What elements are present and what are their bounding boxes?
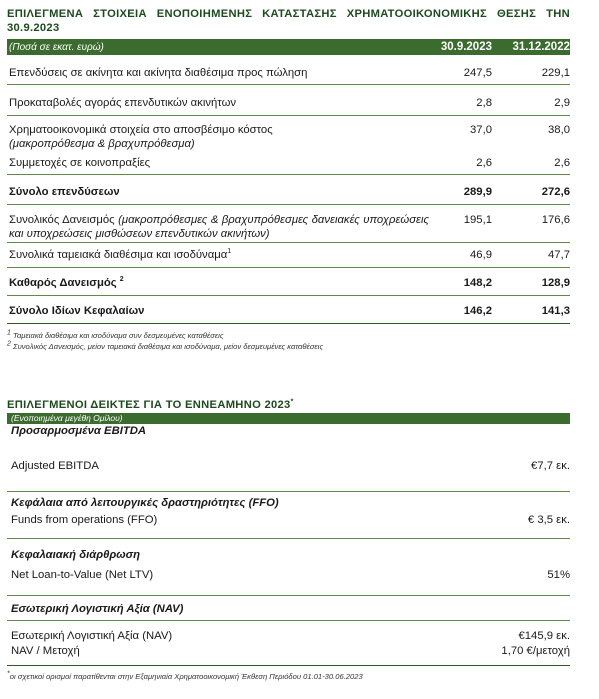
- item-value: €145,9 εκ.: [518, 630, 570, 642]
- row-divider: [7, 174, 570, 175]
- row-divider: [7, 204, 570, 205]
- table1-header-col2: 31.12.2022: [512, 41, 570, 53]
- section1-title-line2: 30.9.2023: [7, 22, 60, 34]
- row-divider: [7, 267, 570, 268]
- row-divider: [7, 491, 570, 492]
- footnote-1: 1 Ταμειακά διαθέσιμα και ισοδύναμα συν δεσμευμένες καταθέσεις: [7, 329, 224, 340]
- table1-header-units: (Ποσά σε εκατ. ευρώ): [9, 41, 104, 53]
- item-value: 1,70 €/μετοχή: [501, 645, 570, 657]
- item-label: Adjusted EBITDA: [11, 460, 99, 472]
- item-value: 51%: [547, 569, 570, 581]
- item-label: Funds from operations (FFO): [11, 514, 158, 526]
- table2-header: (Ενοποιημένα μεγέθη Ομίλου): [7, 413, 570, 424]
- row-divider: [7, 295, 570, 296]
- category-capital-structure: Κεφαλαιακή διάρθρωση: [11, 549, 141, 561]
- item-label: NAV / Μετοχή: [11, 645, 80, 657]
- table1-header: [7, 39, 570, 55]
- row-divider: [7, 665, 570, 666]
- item-value: €7,7 εκ.: [531, 460, 570, 472]
- footnote-star: *οι σχετικοί ορισμοί παρατίθενται στην Εξαμηνιαία Χρηματοοικονομική Έκθεση Περιόδου 01.01-30.06.2023: [7, 670, 363, 681]
- row-divider: [7, 323, 570, 324]
- row-divider: [7, 84, 570, 85]
- item-label: Net Loan-to-Value (Net LTV): [11, 569, 154, 581]
- item-label: Εσωτερική Λογιστική Αξία (NAV): [11, 630, 173, 642]
- category-ffo: Κεφάλαια από λειτουργικές δραστηριότητες (FFO): [11, 497, 279, 509]
- footnote-2: 2 Συνολικός Δανεισμός, μείον ταμειακά διαθέσιμα και ισοδύναμα, μείον δεσμευμένες καταθέσεις: [7, 340, 324, 351]
- item-value: € 3,5 εκ.: [527, 514, 570, 526]
- row-divider: [7, 538, 570, 539]
- row-divider: [7, 115, 570, 116]
- category-nav: Εσωτερική Λογιστική Αξία (NAV): [11, 603, 184, 615]
- row-divider: [7, 595, 570, 596]
- section1-title: [7, 7, 570, 35]
- row-divider: [7, 242, 570, 243]
- section2-title: ΕΠΙΛΕΓΜΕΝΟΙ ΔΕΙΚΤΕΣ ΓΙΑ ΤΟ ΕΝΝΕΑΜΗΝΟ 2023*: [7, 398, 294, 411]
- section1-title-line1: ΕΠΙΛΕΓΜΕΝΑ ΣΤΟΙΧΕΙΑ ΕΝΟΠΟΙΗΜΕΝΗΣ ΚΑΤΑΣΤΑΣΗΣ ΧΡΗΜΑΤΟΟΙΚΟΝΟΜΙΚΗΣ ΘΕΣΗΣ ΤΗΝ: [7, 8, 570, 20]
- table1-header-col1: 30.9.2023: [440, 41, 492, 53]
- category-ebitda: Προσαρμοσμένα EBITDA: [11, 425, 147, 437]
- row-divider: [7, 620, 570, 621]
